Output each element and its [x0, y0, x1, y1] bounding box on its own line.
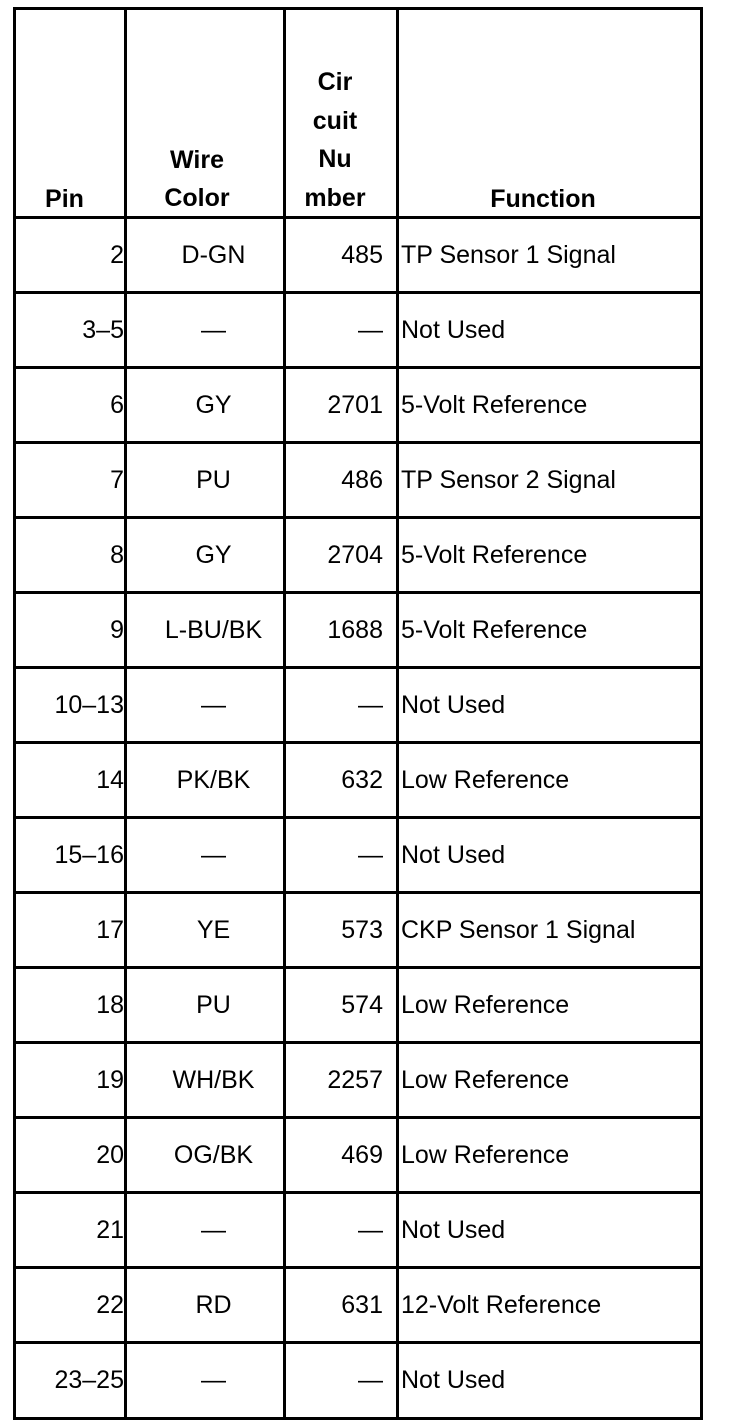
table-row: [16, 1044, 700, 1116]
table-row: [16, 1119, 700, 1191]
circuit-number-cell: —: [358, 691, 383, 719]
circuit-number-cell: 469: [341, 1141, 383, 1169]
header-circuit-line: cuit: [312, 106, 358, 135]
header-function: Function: [490, 185, 596, 213]
function-cell: 5-Volt Reference: [401, 391, 588, 419]
function-cell: Low Reference: [401, 1066, 570, 1094]
table-row: [16, 219, 700, 291]
table-row: [16, 894, 700, 966]
wire-color-cell: —: [201, 1366, 226, 1394]
wire-color-cell: PK/BK: [176, 766, 251, 794]
table-row: [16, 819, 700, 891]
header-wire-color: [128, 141, 266, 217]
wire-color-cell: YE: [196, 916, 231, 944]
wire-color-cell: PU: [196, 991, 231, 1019]
circuit-number-cell: 485: [341, 241, 383, 269]
pin-cell: 15–16: [54, 841, 124, 869]
circuit-number-cell: 486: [341, 466, 383, 494]
circuit-number-cell: 631: [341, 1291, 383, 1319]
pin-cell: 10–13: [54, 691, 124, 719]
table-row: [16, 969, 700, 1041]
table-row: [16, 1344, 700, 1416]
wire-color-cell: GY: [195, 391, 232, 419]
circuit-number-cell: —: [358, 1366, 383, 1394]
pin-cell: 6: [110, 391, 124, 419]
function-cell: TP Sensor 1 Signal: [401, 241, 616, 269]
table-row: [16, 1269, 700, 1341]
circuit-number-cell: 573: [341, 916, 383, 944]
function-cell: Low Reference: [401, 766, 570, 794]
table-row: [16, 744, 700, 816]
header-circuit-line: mber: [304, 183, 366, 212]
header-circuit-line: Cir: [317, 68, 353, 96]
function-cell: Not Used: [401, 841, 506, 869]
wire-color-cell: WH/BK: [172, 1066, 255, 1094]
function-cell: TP Sensor 2 Signal: [401, 466, 616, 494]
circuit-number-cell: 632: [341, 766, 383, 794]
circuit-number-cell: —: [358, 1216, 383, 1244]
function-cell: Not Used: [401, 1366, 506, 1394]
circuit-number-cell: —: [358, 841, 383, 869]
function-cell: 5-Volt Reference: [401, 616, 588, 644]
table-row: [16, 1194, 700, 1266]
pin-cell: 17: [96, 916, 124, 944]
circuit-number-cell: 574: [341, 991, 383, 1019]
circuit-number-cell: 2701: [327, 391, 383, 419]
table-row: [16, 519, 700, 591]
wire-color-cell: —: [201, 841, 226, 869]
wire-color-cell: PU: [196, 466, 231, 494]
pin-cell: 22: [96, 1291, 124, 1319]
pin-cell: 21: [96, 1216, 124, 1244]
circuit-number-cell: —: [358, 316, 383, 344]
pin-cell: 14: [96, 766, 124, 794]
header-pin: Pin: [45, 185, 84, 213]
function-cell: Low Reference: [401, 1141, 570, 1169]
wire-color-cell: —: [201, 316, 226, 344]
pin-cell: 20: [96, 1141, 124, 1169]
wire-color-cell: GY: [195, 541, 232, 569]
table-row: [16, 669, 700, 741]
pin-cell: 18: [96, 991, 124, 1019]
pin-cell: 23–25: [54, 1366, 124, 1394]
pin-cell: 8: [110, 541, 124, 569]
table-row: [16, 294, 700, 366]
function-cell: 12-Volt Reference: [401, 1291, 602, 1319]
header-wire-color-line: Color: [164, 184, 230, 212]
function-cell: Not Used: [401, 1216, 506, 1244]
wire-color-cell: L-BU/BK: [164, 616, 263, 644]
wire-color-cell: —: [201, 691, 226, 719]
wire-color-cell: RD: [195, 1291, 232, 1319]
pin-cell: 3–5: [82, 316, 124, 344]
wire-color-cell: —: [201, 1216, 226, 1244]
circuit-number-cell: 2704: [327, 541, 383, 569]
circuit-number-cell: 1688: [327, 616, 383, 644]
pin-cell: 19: [96, 1066, 124, 1094]
table-row: [16, 594, 700, 666]
function-cell: Low Reference: [401, 991, 570, 1019]
function-cell: Not Used: [401, 316, 506, 344]
header-wire-color-line: Wire: [170, 146, 224, 174]
pin-cell: 9: [110, 616, 124, 644]
header-circuit-number: [287, 63, 383, 217]
wire-color-cell: OG/BK: [173, 1141, 254, 1169]
pin-cell: 7: [110, 466, 124, 494]
pin-cell: 2: [110, 241, 124, 269]
table-row: [16, 369, 700, 441]
table-row: [16, 444, 700, 516]
header-circuit-line: Nu: [318, 145, 352, 173]
circuit-number-cell: 2257: [327, 1066, 383, 1094]
function-cell: 5-Volt Reference: [401, 541, 588, 569]
wire-color-cell: D-GN: [181, 241, 246, 269]
function-cell: Not Used: [401, 691, 506, 719]
function-cell: CKP Sensor 1 Signal: [401, 916, 636, 944]
